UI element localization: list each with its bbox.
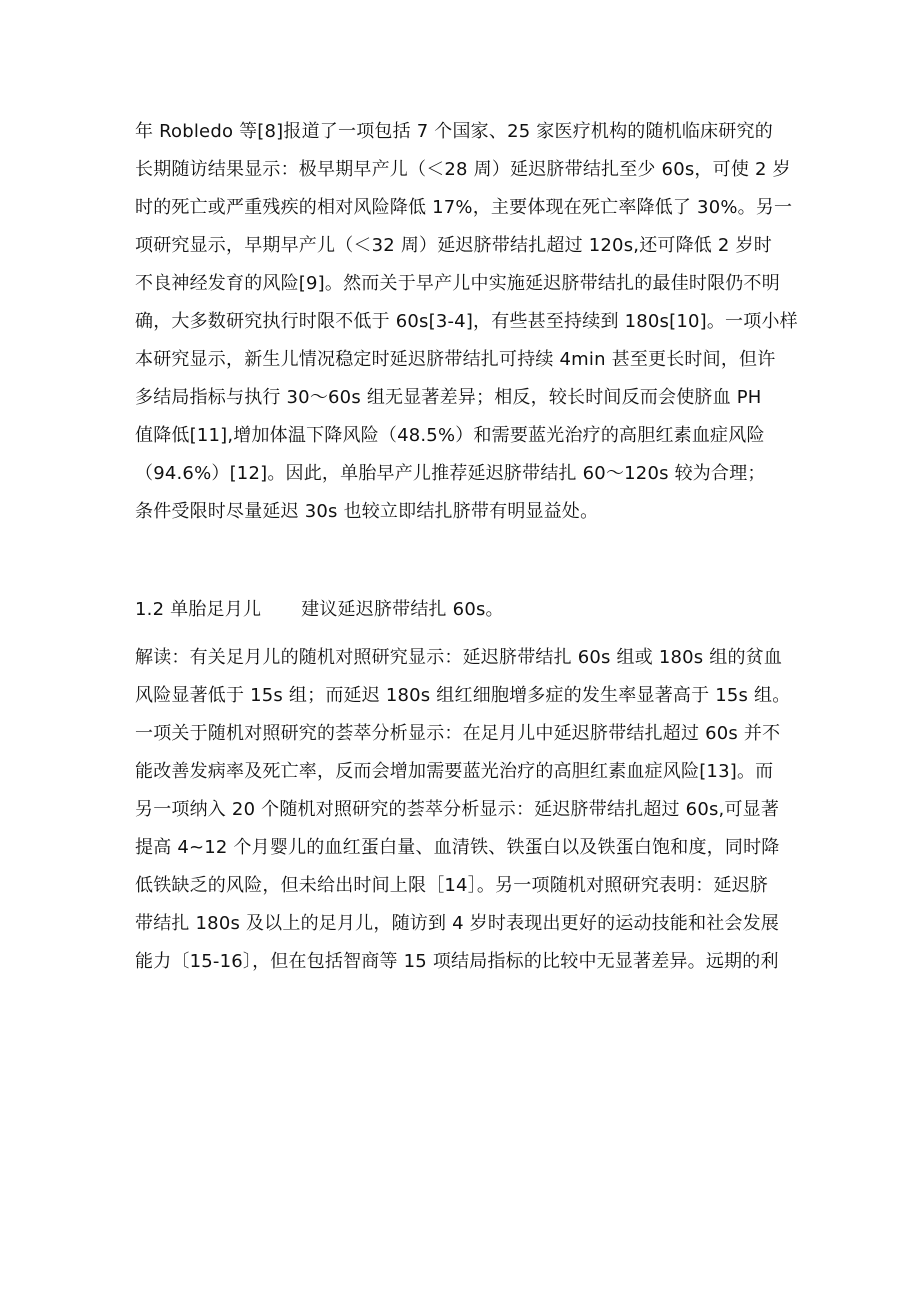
paragraph2-line-3: 一项关于随机对照研究的荟萃分析显示：在足月儿中延迟脐带结扎超过 60s 并不	[135, 723, 781, 744]
paragraph1-line-6: 确，大多数研究执行时限不低于 60s[3-4]，有些甚至持续到 180s[10]。一项小样	[135, 311, 798, 332]
paragraph1-line-8: 多结局指标与执行 30～60s 组无显著差异；相反，较长时间反而会使脐血 PH	[135, 387, 762, 408]
paragraph2-line-9: 能力〔15-16〕，但在包括智商等 15 项结局指标的比较中无显著差异。远期的利	[135, 951, 779, 972]
paragraph2-line-7: 低铁缺乏的风险，但未给出时间上限［14］。另一项随机对照研究表明：延迟脐	[135, 875, 769, 896]
paragraph1-line-1: 年 Robledo 等[8]报道了一项包括 7 个国家、25 家医疗机构的随机临床研究的	[135, 121, 773, 142]
paragraph1-line-11: 条件受限时尽量延迟 30s 也较立即结扎脐带有明显益处。	[135, 501, 599, 522]
paragraph2-line-8: 带结扎 180s 及以上的足月儿，随访到 4 岁时表现出更好的运动技能和社会发展	[135, 913, 780, 934]
paragraph1-line-7: 本研究显示，新生儿情况稳定时延迟脐带结扎可持续 4min 甚至更长时间，但许	[135, 349, 776, 370]
paragraph1-line-9: 值降低[11],增加体温下降风险（48.5%）和需要蓝光治疗的高胆红素血症风险	[135, 425, 765, 446]
paragraph1-line-2: 长期随访结果显示：极早期早产儿（＜28 周）延迟脐带结扎至少 60s，可使 2 岁	[135, 159, 791, 180]
paragraph1-line-10: （94.6%）[12]。因此，单胎早产儿推荐延迟脐带结扎 60～120s 较为合理；	[135, 463, 766, 484]
paragraph1-line-3: 时的死亡或严重残疾的相对风险降低 17%，主要体现在死亡率降低了 30%。另一	[135, 197, 793, 218]
paragraph2-line-6: 提高 4~12 个月婴儿的血红蛋白量、血清铁、铁蛋白以及铁蛋白饱和度，同时降	[135, 837, 780, 858]
paragraph2-line-5: 另一项纳入 20 个随机对照研究的荟萃分析显示：延迟脐带结扎超过 60s,可显著	[135, 799, 780, 820]
paragraph1-line-5: 不良神经发育的风险[9]。然而关于早产儿中实施延迟脐带结扎的最佳时限仍不明	[135, 273, 780, 294]
section-heading	[135, 598, 504, 622]
paragraph1-line-4: 项研究显示，早期早产儿（＜32 周）延迟脐带结扎超过 120s,还可降低 2 岁时	[135, 235, 772, 256]
paragraph2-line-4: 能改善发病率及死亡率，反而会增加需要蓝光治疗的高胆红素血症风险[13]。而	[135, 761, 774, 782]
section-recommendation: 建议延迟脐带结扎 60s。	[301, 599, 504, 620]
paragraph2-line-1: 解读：有关足月儿的随机对照研究显示：延迟脐带结扎 60s 组或 180s 组的贫血	[135, 647, 783, 668]
section-number: 1.2	[135, 599, 165, 620]
section-title: 单胎足月儿	[170, 599, 262, 620]
paragraph2-line-2: 风险显著低于 15s 组；而延迟 180s 组红细胞增多症的发生率显著高于 15s 组。	[135, 685, 791, 706]
